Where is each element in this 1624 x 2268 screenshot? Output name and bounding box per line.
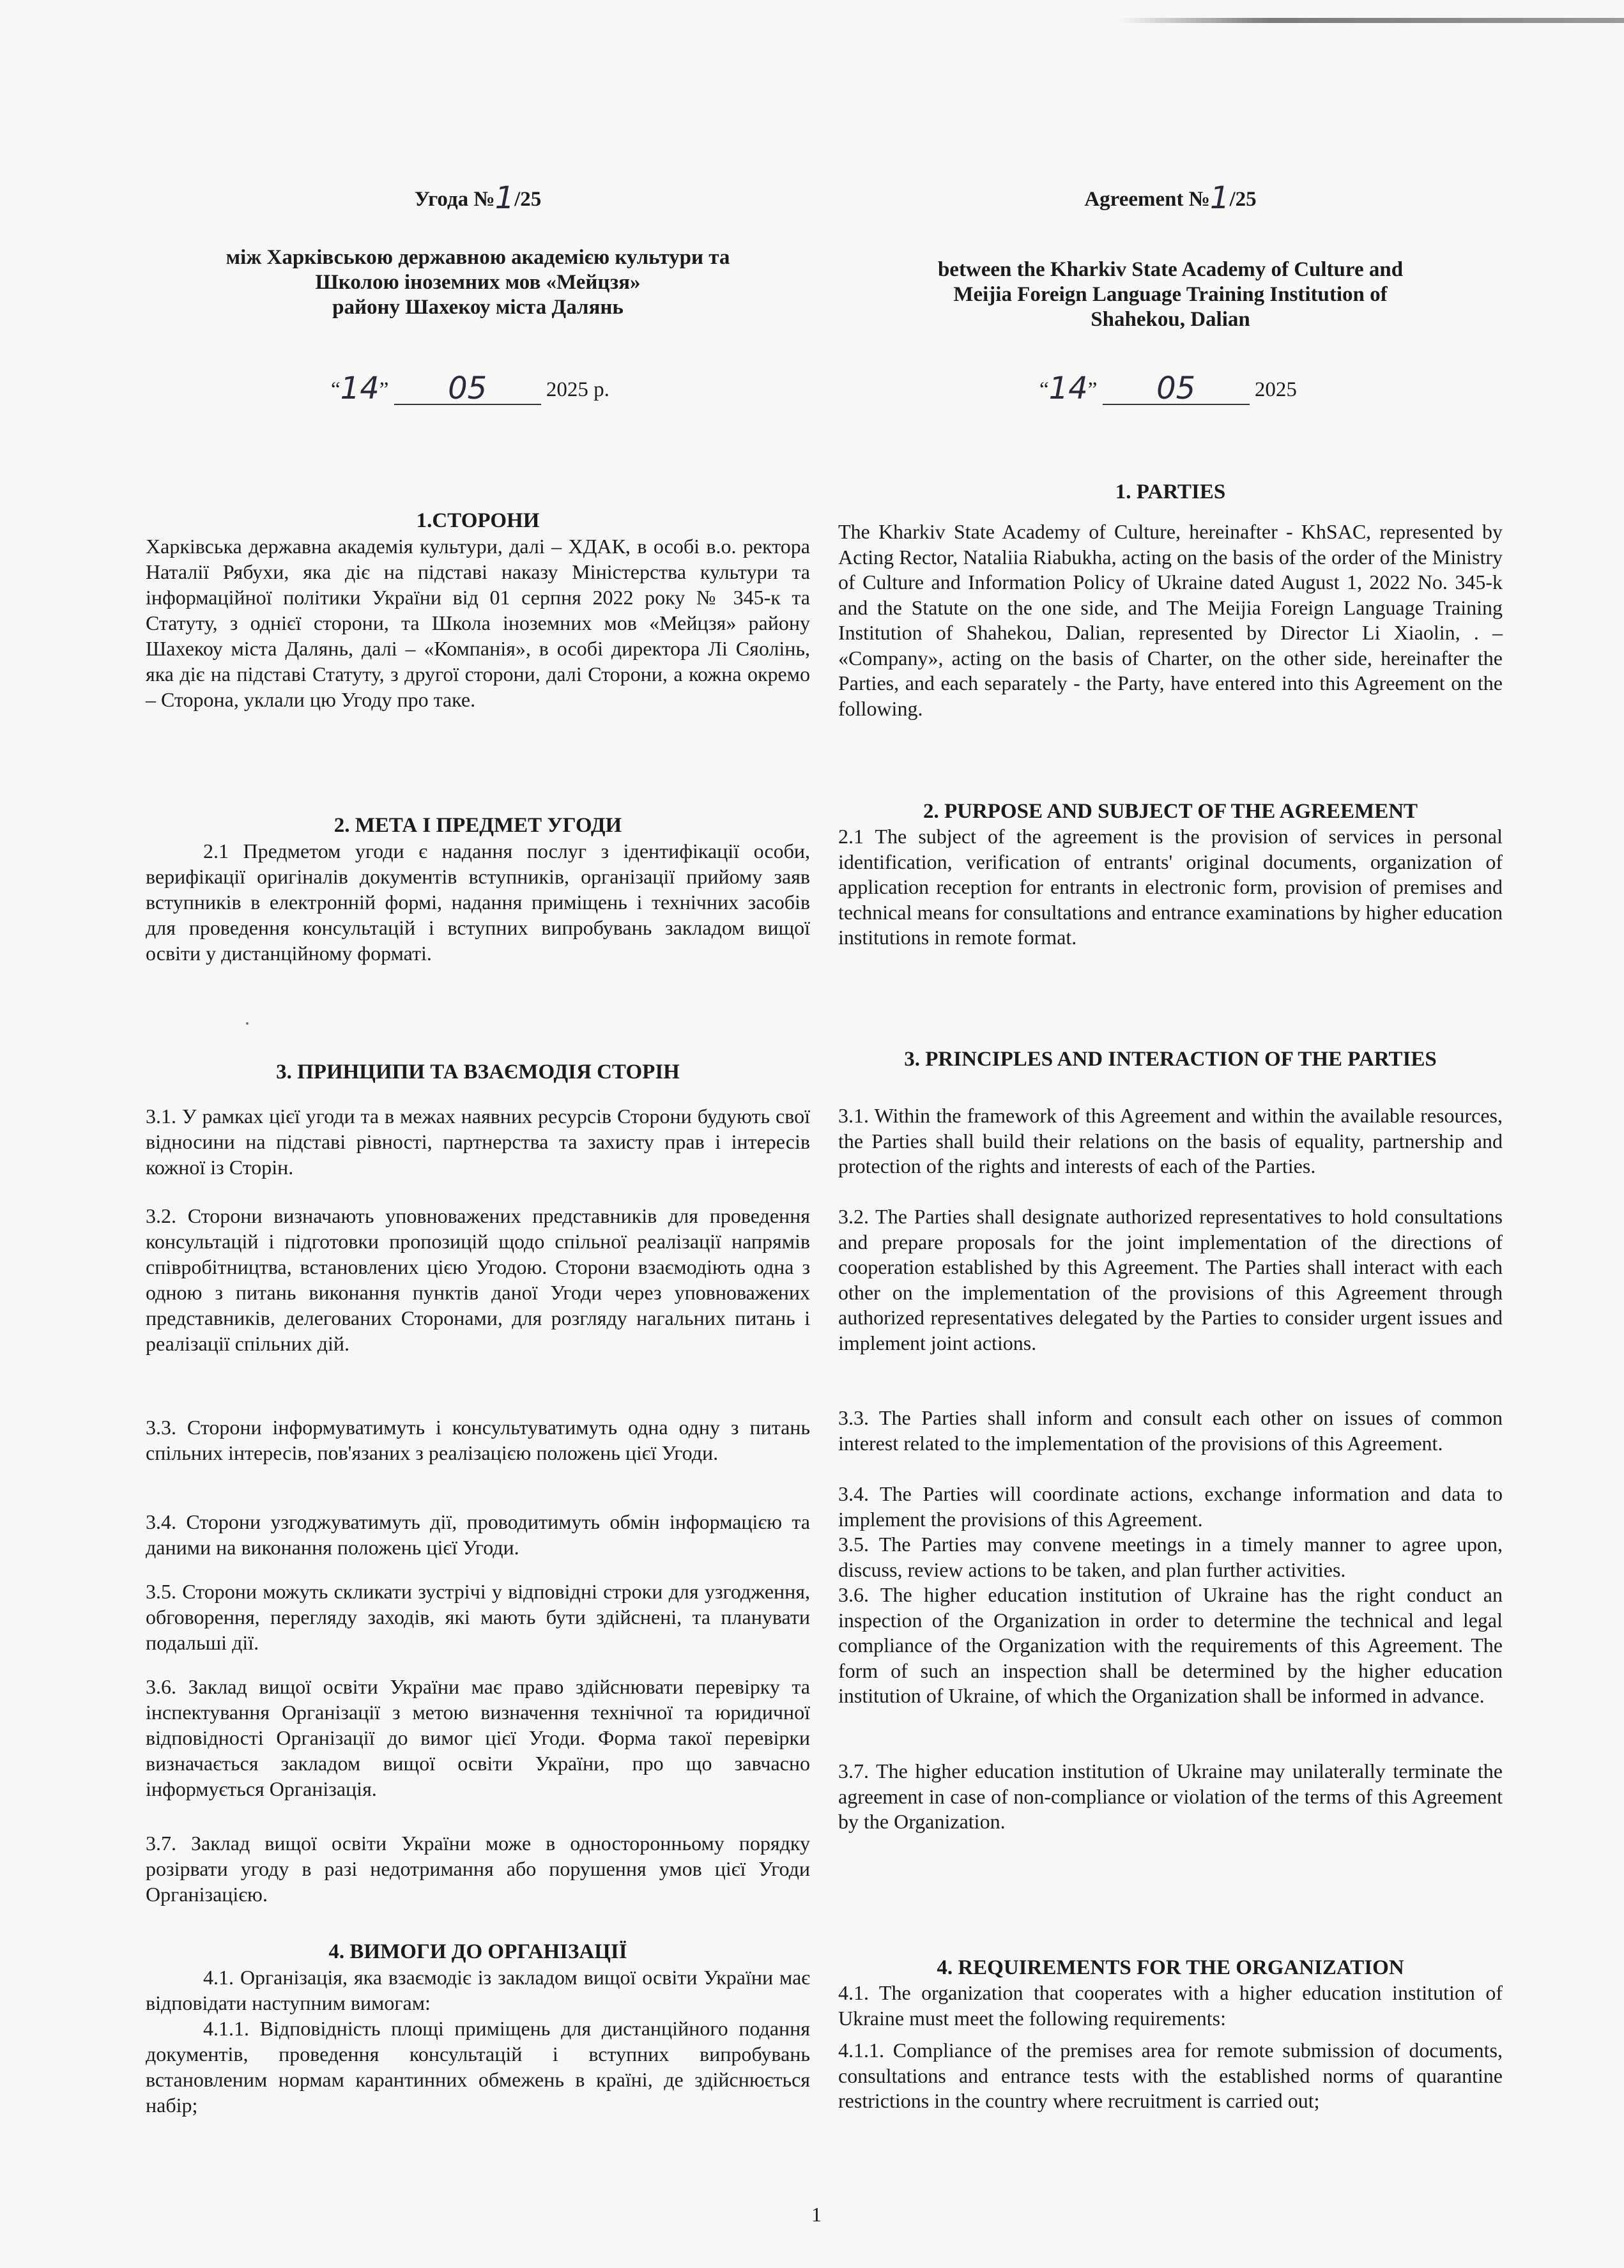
handwritten-number: 1 (494, 180, 515, 216)
clause-3-3-uk: 3.3. Сторони інформуватимуть і консультуватимуть одна одну з питань спільних інтересів, пов'язаних з реалізацією положень цієї Угоди. (146, 1416, 810, 1464)
handwritten-number: 1 (1209, 180, 1230, 216)
clause-3-5-uk: 3.5. Сторони можуть скликати зустрічі у відповідні строки для узгодження, обговорення, перегляду заходів, які мають бути здійснені, та планувати подальші дії. (146, 1580, 810, 1654)
section-2-title-uk: 2. МЕТА І ПРЕДМЕТ УГОДИ (333, 814, 622, 837)
clause-3-2-en: 3.2. The Parties shall designate authorized representatives to hold consultations and prepare proposals for the joint implementation of the directions of cooperation established by this Agreement. The Parties shall interact with each other on the implementation of the provisions of this Agreement through authorized representatives delegated by the Parties to consider urgent issues and implement joint actions. (838, 1205, 1503, 1354)
clause-3-7-en: 3.7. The higher education institution of Ukraine may unilaterally terminate the agreement in case of non-compliance or violation of the terms of this Agreement by the Organization. (838, 1759, 1503, 1833)
agreement-date-en: “14” 05 2025 (1039, 371, 1297, 406)
parties-line-1-uk: між Харківською державною академією культури та (226, 246, 730, 269)
clause-4-1-uk: 4.1. Організація, яка взаємодіє із закладом вищої освіти України має відповідати наступним вимогам: (146, 1966, 810, 2014)
clause-4-1-1-uk: 4.1.1. Відповідність площі приміщень для дистанційного подання документів, проведення консультацій і вступних випробувань встановленим нормам карантинних обмежень в країні, де здійснюється набір; (146, 2017, 810, 2117)
clause-3-6-uk: 3.6. Заклад вищої освіти України має право здійснювати перевірку та інспектування Організації з метою визначення технічної та юридичної відповідності Організації до вимог цієї Угоди. Форма такої перевірки визначається закладом вищої освіти України, про що завчасно інформується Організація. (146, 1675, 810, 1800)
clause-3-3-en: 3.3. The Parties shall inform and consult each other on issues of common interest related to the implementation of the provisions of this Agreement. (838, 1406, 1503, 1455)
section-4-title-uk: 4. ВИМОГИ ДО ОРГАНІЗАЦІЇ (328, 1940, 627, 1963)
clause-3-4-en: 3.4. The Parties will coordinate actions, exchange information and data to implement the provisions of this Agreement. (838, 1482, 1503, 1531)
date-month: 05 (448, 371, 487, 406)
title-suffix: /25 (1229, 188, 1257, 211)
parties-line-2-uk: Школою іноземних мов «Мейцзя» (315, 271, 641, 294)
ukrainian-column (146, 0, 810, 2268)
section-2-text-uk: 2.1 Предметом угоди є надання послуг з ідентифікації особи, верифікації оригіналів документів вступників, організації прийому заяв вступників в електронній формі, надання приміщень і технічних засобів для проведення консультацій і вступних випробувань закладом вищої освіти у дистанційному форматі. (146, 839, 810, 965)
parties-line-3-en: Shahekou, Dalian (1091, 308, 1250, 331)
date-month: 05 (1156, 371, 1196, 406)
agreement-title-en (838, 180, 1503, 216)
scan-speck (246, 1022, 249, 1025)
section-1-text-uk: Харківська державна академія культури, далі – ХДАК, в особі в.о. ректора Наталії Рябухи, яка діє на підставі наказу Міністерства культури та інформаційної політики України від 01 серпня 2022 року № 345-к та Статуту, з однієї сторони, та Школа іноземних мов «Мейцзя» району Шахекоу міста Далянь, далі – «Компанія», в особі директора Лі Сяолінь, яка діє на підставі Статуту, з другої сторони, далі Сторони, а кожна окремо – Сторона, уклали цю Угоду про таке. (146, 535, 810, 711)
clause-4-1-1-en: 4.1.1. Compliance of the premises area for remote submission of documents, consultations and entrance tests with the established norms of quarantine restrictions in the country where recruitment is carried out; (838, 2039, 1503, 2112)
parties-line-1-en: between the Kharkiv State Academy of Culture and (937, 258, 1404, 281)
section-1-text-en: The Kharkiv State Academy of Culture, hereinafter - KhSAC, represented by Acting Rector, Nataliia Riabukha, acting on the basis of the order of the Ministry of Culture and Information Policy of Ukraine dated August 1, 2022 No. 345-k and the Statute on the one side, and The Meijia Foreign Language Training Institution of Shahekou, Dalian, represented by Director Li Xiaolin, . – «Company», acting on the basis of Charter, on the other side, hereinafter the Parties, and each separately - the Party, have entered into this Agreement on the following. (838, 520, 1503, 720)
section-1-title-uk: 1.СТОРОНИ (416, 509, 540, 532)
parties-line-2-en: Meijia Foreign Language Training Institution of (953, 283, 1388, 306)
date-year: 2025 (1254, 378, 1297, 401)
title-suffix: /25 (514, 188, 542, 211)
section-1-title-en: 1. PARTIES (1115, 480, 1226, 503)
clause-3-1-uk: 3.1. У рамках цієї угоди та в межах наявних ресурсів Сторони будують свої відносини на підставі рівності, партнерства та захисту прав і інтересів кожної із Сторін. (146, 1105, 810, 1179)
section-3-title-en: 3. PRINCIPLES AND INTERACTION OF THE PARTIES (904, 1048, 1437, 1071)
english-column (838, 0, 1503, 2268)
page-number: 1 (811, 2203, 822, 2226)
section-2-title-en: 2. PURPOSE AND SUBJECT OF THE AGREEMENT (923, 800, 1418, 823)
section-3-title-uk: 3. ПРИНЦИПИ ТА ВЗАЄМОДІЯ СТОРІН (276, 1061, 680, 1084)
clause-3-4-uk: 3.4. Сторони узгоджуватимуть дії, проводитимуть обмін інформацією та даними на виконання положень цієї Угоди. (146, 1510, 810, 1559)
date-year: 2025 р. (546, 378, 609, 401)
parties-line-3-uk: району Шахекоу міста Далянь (332, 296, 624, 319)
agreement-title-uk (146, 180, 810, 216)
clause-4-1-en: 4.1. The organization that cooperates with a higher education institution of Ukraine must meet the following requirements: (838, 1981, 1503, 2030)
clause-3-7-uk: 3.7. Заклад вищої освіти України може в односторонньому порядку розірвати угоду в разі недотримання або порушення умов цієї Угоди Організацією. (146, 1832, 810, 1906)
section-2-text-en: 2.1 The subject of the agreement is the provision of services in personal identification, verification of entrants' original documents, organization of application reception for entrants in electronic form, provision of premises and technical means for consultations and entrance examinations by higher education institutions in remote format. (838, 825, 1503, 949)
title-prefix: Угода № (414, 188, 495, 211)
clause-3-6-en: 3.6. The higher education institution of Ukraine has the right conduct an inspection of the Organization in order to determine the technical and legal compliance of the Organization with the requirements of this Agreement. The form of such an inspection shall be determined by the higher education institution of Ukraine, of which the Organization shall be informed in advance. (838, 1583, 1503, 1707)
title-prefix: Agreement № (1084, 188, 1210, 211)
clause-3-5-en: 3.5. The Parties may convene meetings in a timely manner to agree upon, discuss, review actions to be taken, and plan further activities. (838, 1533, 1503, 1581)
agreement-date-uk: “14” 05 2025 р. (331, 371, 609, 406)
date-day: 14 (1048, 371, 1088, 406)
clause-3-1-en: 3.1. Within the framework of this Agreement and within the available resources, the Parties shall build their relations on the basis of equality, partnership and protection of the rights and interests of each of the Parties. (838, 1104, 1503, 1177)
clause-3-2-uk: 3.2. Сторони визначають уповноважених представників для проведення консультацій і підготовки пропозицій щодо спільної реалізації напрямів співробітництва, встановлених цією Угодою. Сторони взаємодіють одна з одною з питань виконання пунктів даної Угоди через уповноважених представників, делегованих Сторонами, для розгляду нагальних питань і реалізації спільних дій. (146, 1204, 810, 1355)
date-day: 14 (340, 371, 379, 406)
section-4-title-en: 4. REQUIREMENTS FOR THE ORGANIZATION (937, 1956, 1404, 1979)
